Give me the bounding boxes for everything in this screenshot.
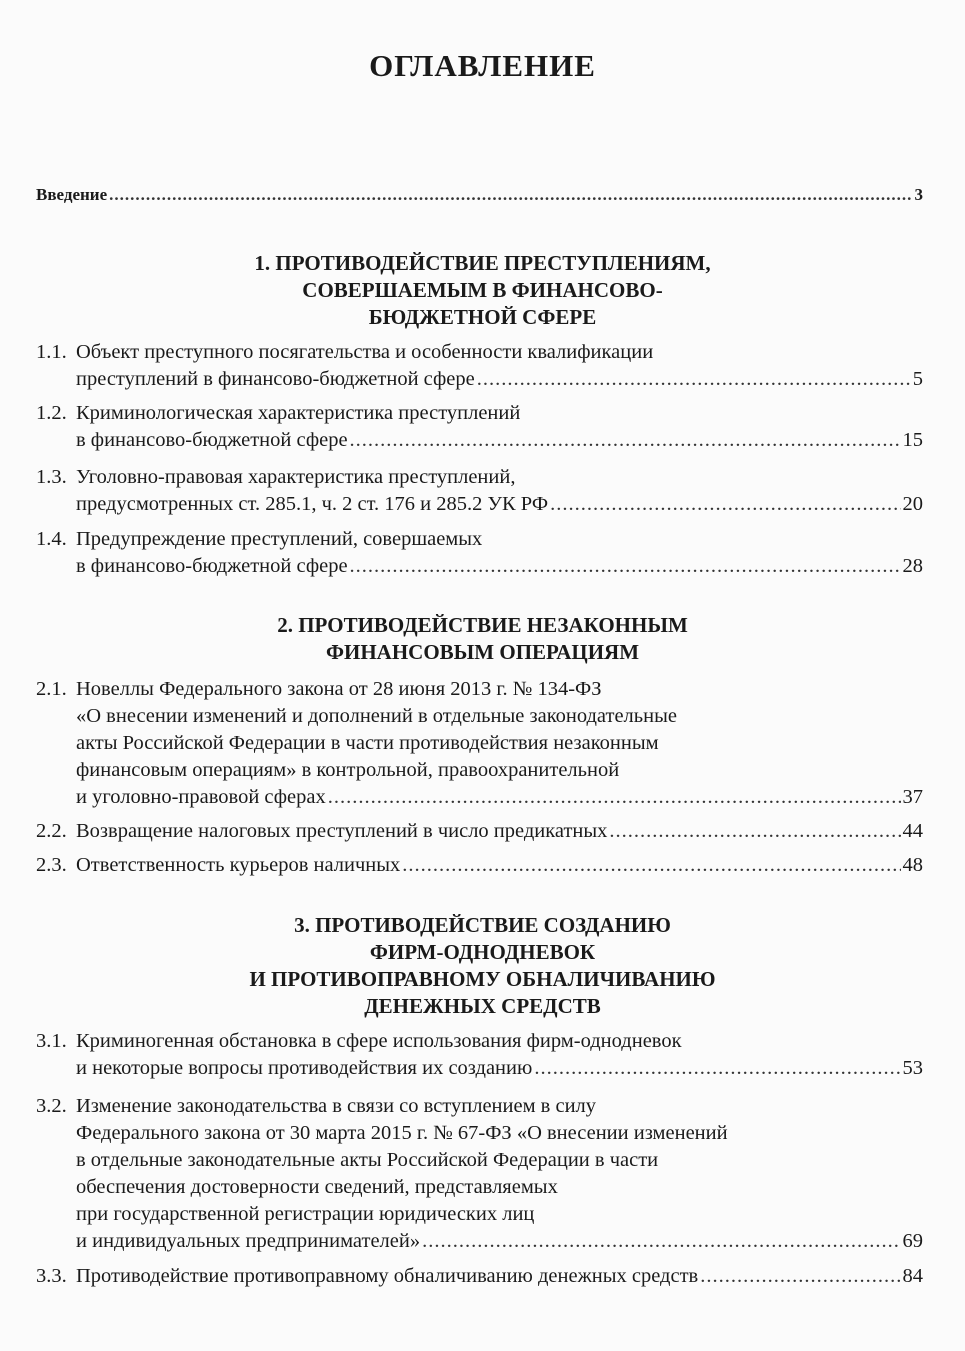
entry-text: Ответственность курьеров наличных xyxy=(76,854,401,876)
entry-page: 84 xyxy=(902,1265,923,1287)
dot-leader xyxy=(477,366,911,393)
section-heading-1 xyxy=(0,250,965,331)
heading-line: СОВЕРШАЕМЫМ В ФИНАНСОВО- xyxy=(302,278,663,302)
toc-entry[interactable] xyxy=(36,818,923,845)
entry-text: Криминогенная обстановка в сфере использования фирм-однодневок xyxy=(76,1030,682,1052)
entry-text: в финансово-бюджетной сфере xyxy=(76,429,348,451)
dot-leader xyxy=(700,1263,900,1290)
entry-number: 2.1. xyxy=(36,678,67,700)
entry-label: Введение xyxy=(36,185,108,204)
entry-text: Криминологическая характеристика преступлений xyxy=(76,402,521,424)
entry-text: преступлений в финансово-бюджетной сфере xyxy=(76,368,475,390)
section-heading-2 xyxy=(0,612,965,666)
entry-number: 2.2. xyxy=(36,820,67,842)
heading-line: 1. ПРОТИВОДЕЙСТВИЕ ПРЕСТУПЛЕНИЯМ, xyxy=(254,251,711,275)
entry-page: 3 xyxy=(914,185,923,204)
entry-text: при государственной регистрации юридических лиц xyxy=(76,1203,535,1225)
entry-text: и некоторые вопросы противодействия их созданию xyxy=(76,1057,533,1079)
entry-text: обеспечения достоверности сведений, представляемых xyxy=(76,1176,558,1198)
entry-number: 3.2. xyxy=(36,1095,67,1117)
toc-entry[interactable] xyxy=(36,1263,923,1290)
entry-number: 1.2. xyxy=(36,402,67,424)
heading-line: 3. ПРОТИВОДЕЙСТВИЕ СОЗДАНИЮ xyxy=(294,913,671,937)
toc-entry[interactable] xyxy=(36,676,923,811)
entry-page: 44 xyxy=(902,820,923,842)
toc-entry[interactable] xyxy=(36,852,923,879)
entry-number: 2.3. xyxy=(36,854,67,876)
entry-page: 53 xyxy=(902,1057,923,1079)
dot-leader xyxy=(109,181,912,208)
entry-page: 69 xyxy=(902,1230,923,1252)
toc-entry[interactable] xyxy=(36,339,923,393)
entry-text: Федерального закона от 30 марта 2015 г. № 67-ФЗ «О внесении изменений xyxy=(76,1122,728,1144)
dot-leader xyxy=(550,491,900,518)
entry-number: 3.1. xyxy=(36,1030,67,1052)
heading-line: 2. ПРОТИВОДЕЙСТВИЕ НЕЗАКОННЫМ xyxy=(277,613,688,637)
entry-number: 3.3. xyxy=(36,1265,67,1287)
heading-line: БЮДЖЕТНОЙ СФЕРЕ xyxy=(368,305,597,329)
toc-entry[interactable] xyxy=(36,1093,923,1255)
entry-page: 48 xyxy=(902,854,923,876)
toc-entry-intro[interactable] xyxy=(36,181,923,208)
entry-number: 1.3. xyxy=(36,466,67,488)
entry-text: Новеллы Федерального закона от 28 июня 2013 г. № 134-ФЗ xyxy=(76,678,602,700)
heading-line: ФИРМ-ОДНОДНЕВОК xyxy=(369,940,596,964)
entry-text: Возвращение налоговых преступлений в число предикатных xyxy=(76,820,608,842)
entry-text: и индивидуальных предпринимателей» xyxy=(76,1230,421,1252)
dot-leader xyxy=(534,1055,900,1082)
dot-leader xyxy=(328,784,901,811)
toc-entry[interactable] xyxy=(36,400,923,454)
dot-leader xyxy=(422,1228,900,1255)
dot-leader xyxy=(609,818,900,845)
toc-entry[interactable] xyxy=(36,1028,923,1082)
entry-text: финансовым операциям» в контрольной, правоохранительной xyxy=(76,759,620,781)
dot-leader xyxy=(350,553,901,580)
entry-number: 1.4. xyxy=(36,528,67,550)
entry-text: Объект преступного посягательства и особенности квалификации xyxy=(76,341,654,363)
entry-text: в финансово-бюджетной сфере xyxy=(76,555,348,577)
entry-text: в отдельные законодательные акты Российской Федерации в части xyxy=(76,1149,659,1171)
toc-entry[interactable] xyxy=(36,526,923,580)
entry-text: Предупреждение преступлений, совершаемых xyxy=(76,528,483,550)
entry-text: Уголовно-правовая характеристика преступлений, xyxy=(76,466,516,488)
toc-entry[interactable] xyxy=(36,464,923,518)
dot-leader xyxy=(402,852,900,879)
entry-page: 15 xyxy=(902,429,923,451)
entry-text: «О внесении изменений и дополнений в отдельные законодательные xyxy=(76,705,677,727)
entry-text: и уголовно-правовой сферах xyxy=(76,786,326,808)
entry-page: 5 xyxy=(912,368,923,390)
dot-leader xyxy=(350,427,901,454)
entry-page: 28 xyxy=(902,555,923,577)
entry-text: Противодействие противоправному обналичиванию денежных средств xyxy=(76,1265,699,1287)
entry-page: 20 xyxy=(902,493,923,515)
entry-text: предусмотренных ст. 285.1, ч. 2 ст. 176 и 285.2 УК РФ xyxy=(76,493,549,515)
page-title: ОГЛАВЛЕНИЕ xyxy=(369,48,596,83)
entry-text: акты Российской Федерации в части противодействия незаконным xyxy=(76,732,659,754)
heading-line: ФИНАНСОВЫМ ОПЕРАЦИЯМ xyxy=(325,640,640,664)
section-heading-3 xyxy=(0,912,965,1020)
entry-page: 37 xyxy=(902,786,923,808)
heading-line: И ПРОТИВОПРАВНОМУ ОБНАЛИЧИВАНИЮ xyxy=(249,967,716,991)
entry-text: Изменение законодательства в связи со вступлением в силу xyxy=(76,1095,597,1117)
heading-line: ДЕНЕЖНЫХ СРЕДСТВ xyxy=(364,994,601,1018)
entry-number: 1.1. xyxy=(36,341,67,363)
